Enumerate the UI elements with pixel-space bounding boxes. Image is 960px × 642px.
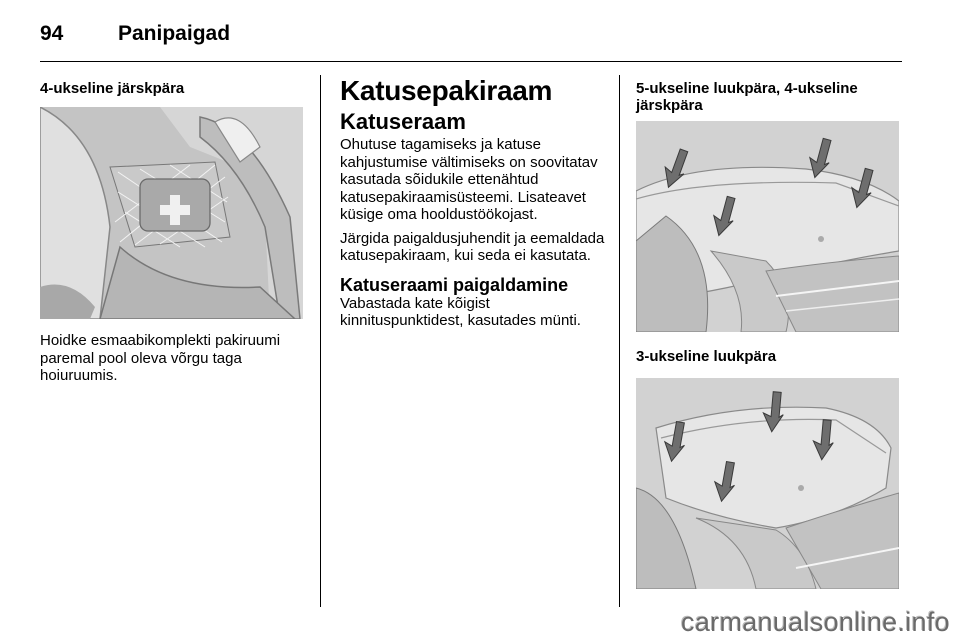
roof-rack-install-heading: Katuseraami paigaldamine (340, 274, 569, 295)
column-3-second (636, 348, 902, 365)
column-divider-left (320, 75, 321, 607)
column-3 (636, 76, 902, 114)
roof-rack-title: Katusepakiraam (340, 75, 553, 106)
column-divider-right (619, 75, 620, 607)
column-1 (40, 76, 306, 97)
col1-heading: 4-ukseline järskpära (40, 80, 185, 97)
roof-illustration-5-door (636, 121, 899, 332)
roof-rack-para-2: Järgida paigaldusjuhendit ja eemaldada katusepakiraam, kui seda ei kasutata. (340, 229, 605, 264)
col3-heading-2: 3-ukseline luukpära (636, 348, 777, 365)
roof-figure-5-door (636, 121, 899, 332)
roof-rack-para-3: Vabastada kate kõigist kinnituspunktidest, kasutades münti. (340, 294, 581, 329)
roof-figure-3-door (636, 378, 899, 589)
roof-rack-subtitle: Katuseraam (340, 109, 466, 134)
col1-body: Hoidke esmaabikomplekti pakiruumi paremal pool oleva võrgu taga hoiuruumis. (40, 332, 281, 384)
trunk-illustration (40, 107, 303, 319)
col3-heading-1: 5-ukseline luukpära, 4-ukseline järskpära (636, 80, 858, 114)
trunk-first-aid-figure (40, 107, 303, 319)
column-1-text (40, 332, 306, 385)
column-2 (340, 76, 610, 330)
page-number: 94 (40, 22, 64, 45)
roof-rack-para-1: Ohutuse tagamiseks ja katuse kahjustumise vältimiseks on soovitatav kasutada sõidukile ettenähtud katusepakiraamisüsteemi. Lisateavet küsige oma hooldustöökojast. (340, 136, 598, 223)
header-rule (40, 61, 902, 62)
roof-illustration-3-door (636, 378, 899, 589)
page-section-title: Panipaigad (118, 22, 231, 45)
watermark: carmanualsonline.info (681, 607, 950, 637)
page-header (40, 18, 902, 58)
